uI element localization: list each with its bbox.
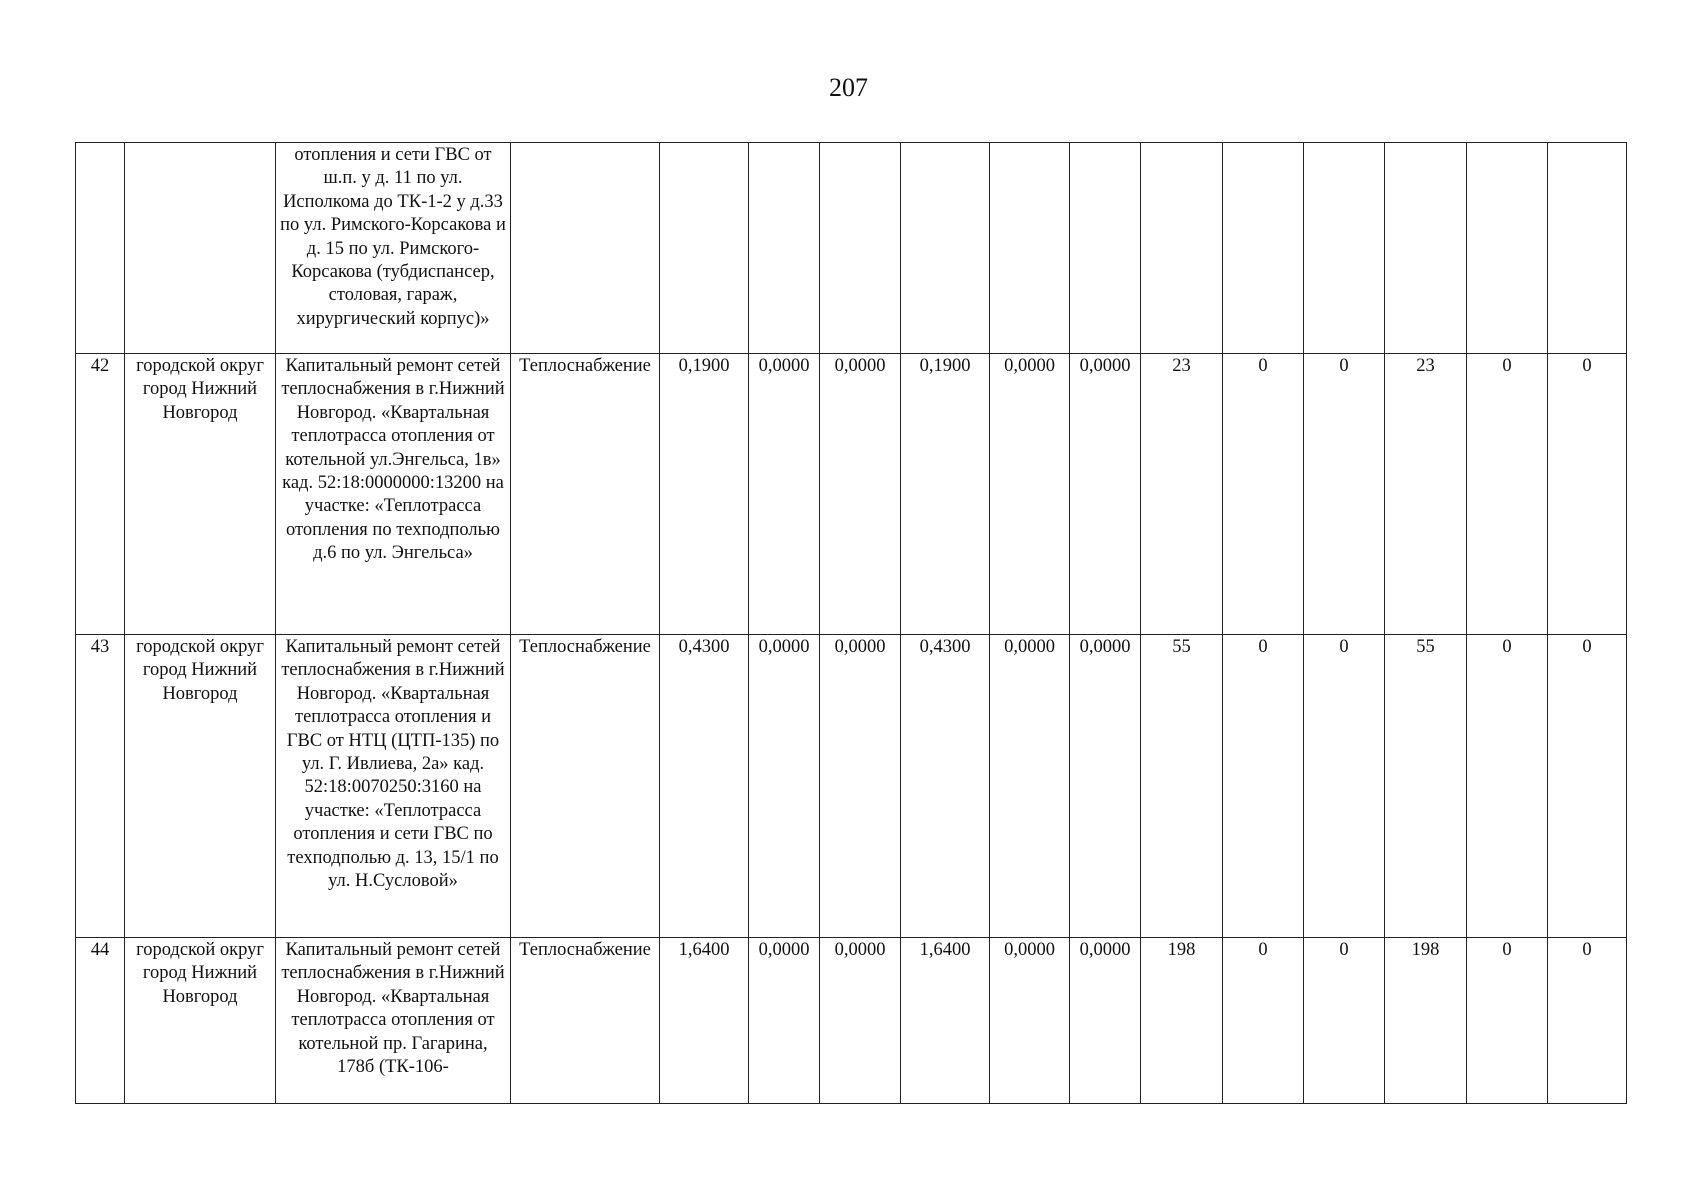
cell-value: 0,0000: [749, 635, 820, 938]
cell-count: 0: [1223, 635, 1304, 938]
cell-value: 0,0000: [990, 635, 1070, 938]
cell-description: отопления и сети ГВС от ш.п. у д. 11 по ул. Исполкома до ТК-1-2 у д.33 по ул. Римского-Корсакова и д. 15 по ул. Римского-Корсакова (тубдиспансер, столовая, гараж, хирургический корпус)»: [276, 143, 511, 354]
cell-value: 0,0000: [1070, 635, 1141, 938]
cell-value: 0,1900: [660, 354, 749, 635]
cell-municipality: городской округ город Нижний Новгород: [125, 354, 276, 635]
cell-count: 198: [1141, 938, 1223, 1104]
table-row-continuation: [76, 143, 1627, 354]
cell-value: 0,0000: [749, 938, 820, 1104]
cell-sector: Теплоснабжение: [511, 635, 660, 938]
cell-sector: Теплоснабжение: [511, 938, 660, 1104]
cell-count: 55: [1385, 635, 1467, 938]
cell-num: 44: [76, 938, 125, 1104]
data-table: [75, 142, 1627, 1104]
cell-count: 0: [1304, 354, 1385, 635]
cell-count: 0: [1304, 938, 1385, 1104]
cell-count: 0: [1467, 354, 1548, 635]
cell-count: 0: [1467, 635, 1548, 938]
cell-value: 0,0000: [990, 938, 1070, 1104]
cell-count: 23: [1385, 354, 1467, 635]
table-row: [76, 938, 1627, 1104]
cell-num: 43: [76, 635, 125, 938]
cell-municipality: городской округ город Нижний Новгород: [125, 938, 276, 1104]
cell-description: Капитальный ремонт сетей теплоснабжения в г.Нижний Новгород. «Квартальная теплотрасса отопления от котельной ул.Энгельса, 1в» кад. 52:18:0000000:13200 на участке: «Теплотрасса отопления по техподполью д.6 по ул. Энгельса»: [276, 354, 511, 635]
cell-count: 0: [1548, 635, 1627, 938]
cell-value: 1,6400: [660, 938, 749, 1104]
cell-value: 0,0000: [1070, 938, 1141, 1104]
cell-sector: Теплоснабжение: [511, 354, 660, 635]
cell-description: Капитальный ремонт сетей теплоснабжения в г.Нижний Новгород. «Квартальная теплотрасса отопления от котельной пр. Гагарина, 178б (ТК-106-: [276, 938, 511, 1104]
cell-count: 55: [1141, 635, 1223, 938]
cell-description: Капитальный ремонт сетей теплоснабжения в г.Нижний Новгород. «Квартальная теплотрасса отопления и ГВС от НТЦ (ЦТП-135) по ул. Г. Ивлиева, 2а» кад. 52:18:0070250:3160 на участке: «Теплотрасса отопления и сети ГВС по техподполью д. 13, 15/1 по ул. Н.Сусловой»: [276, 635, 511, 938]
cell-value: 0,0000: [820, 938, 901, 1104]
cell-num: 42: [76, 354, 125, 635]
table-row: [76, 635, 1627, 938]
cell-value: 0,0000: [749, 354, 820, 635]
cell-value: 0,4300: [901, 635, 990, 938]
cell-value: 0,0000: [820, 354, 901, 635]
cell-value: 0,0000: [1070, 354, 1141, 635]
cell-count: 0: [1548, 354, 1627, 635]
cell-value: 0,1900: [901, 354, 990, 635]
cell-value: 1,6400: [901, 938, 990, 1104]
cell-value: 0,4300: [660, 635, 749, 938]
cell-value: 0,0000: [990, 354, 1070, 635]
cell-value: 0,0000: [820, 635, 901, 938]
table-row: [76, 354, 1627, 635]
cell-count: 0: [1223, 938, 1304, 1104]
cell-count: 23: [1141, 354, 1223, 635]
cell-municipality: городской округ город Нижний Новгород: [125, 635, 276, 938]
page-number: 207: [829, 73, 868, 102]
cell-count: 0: [1304, 635, 1385, 938]
cell-count: 0: [1467, 938, 1548, 1104]
cell-count: 0: [1548, 938, 1627, 1104]
cell-count: 198: [1385, 938, 1467, 1104]
cell-municipality: [125, 143, 276, 354]
cell-count: 0: [1223, 354, 1304, 635]
cell-num: [76, 143, 125, 354]
